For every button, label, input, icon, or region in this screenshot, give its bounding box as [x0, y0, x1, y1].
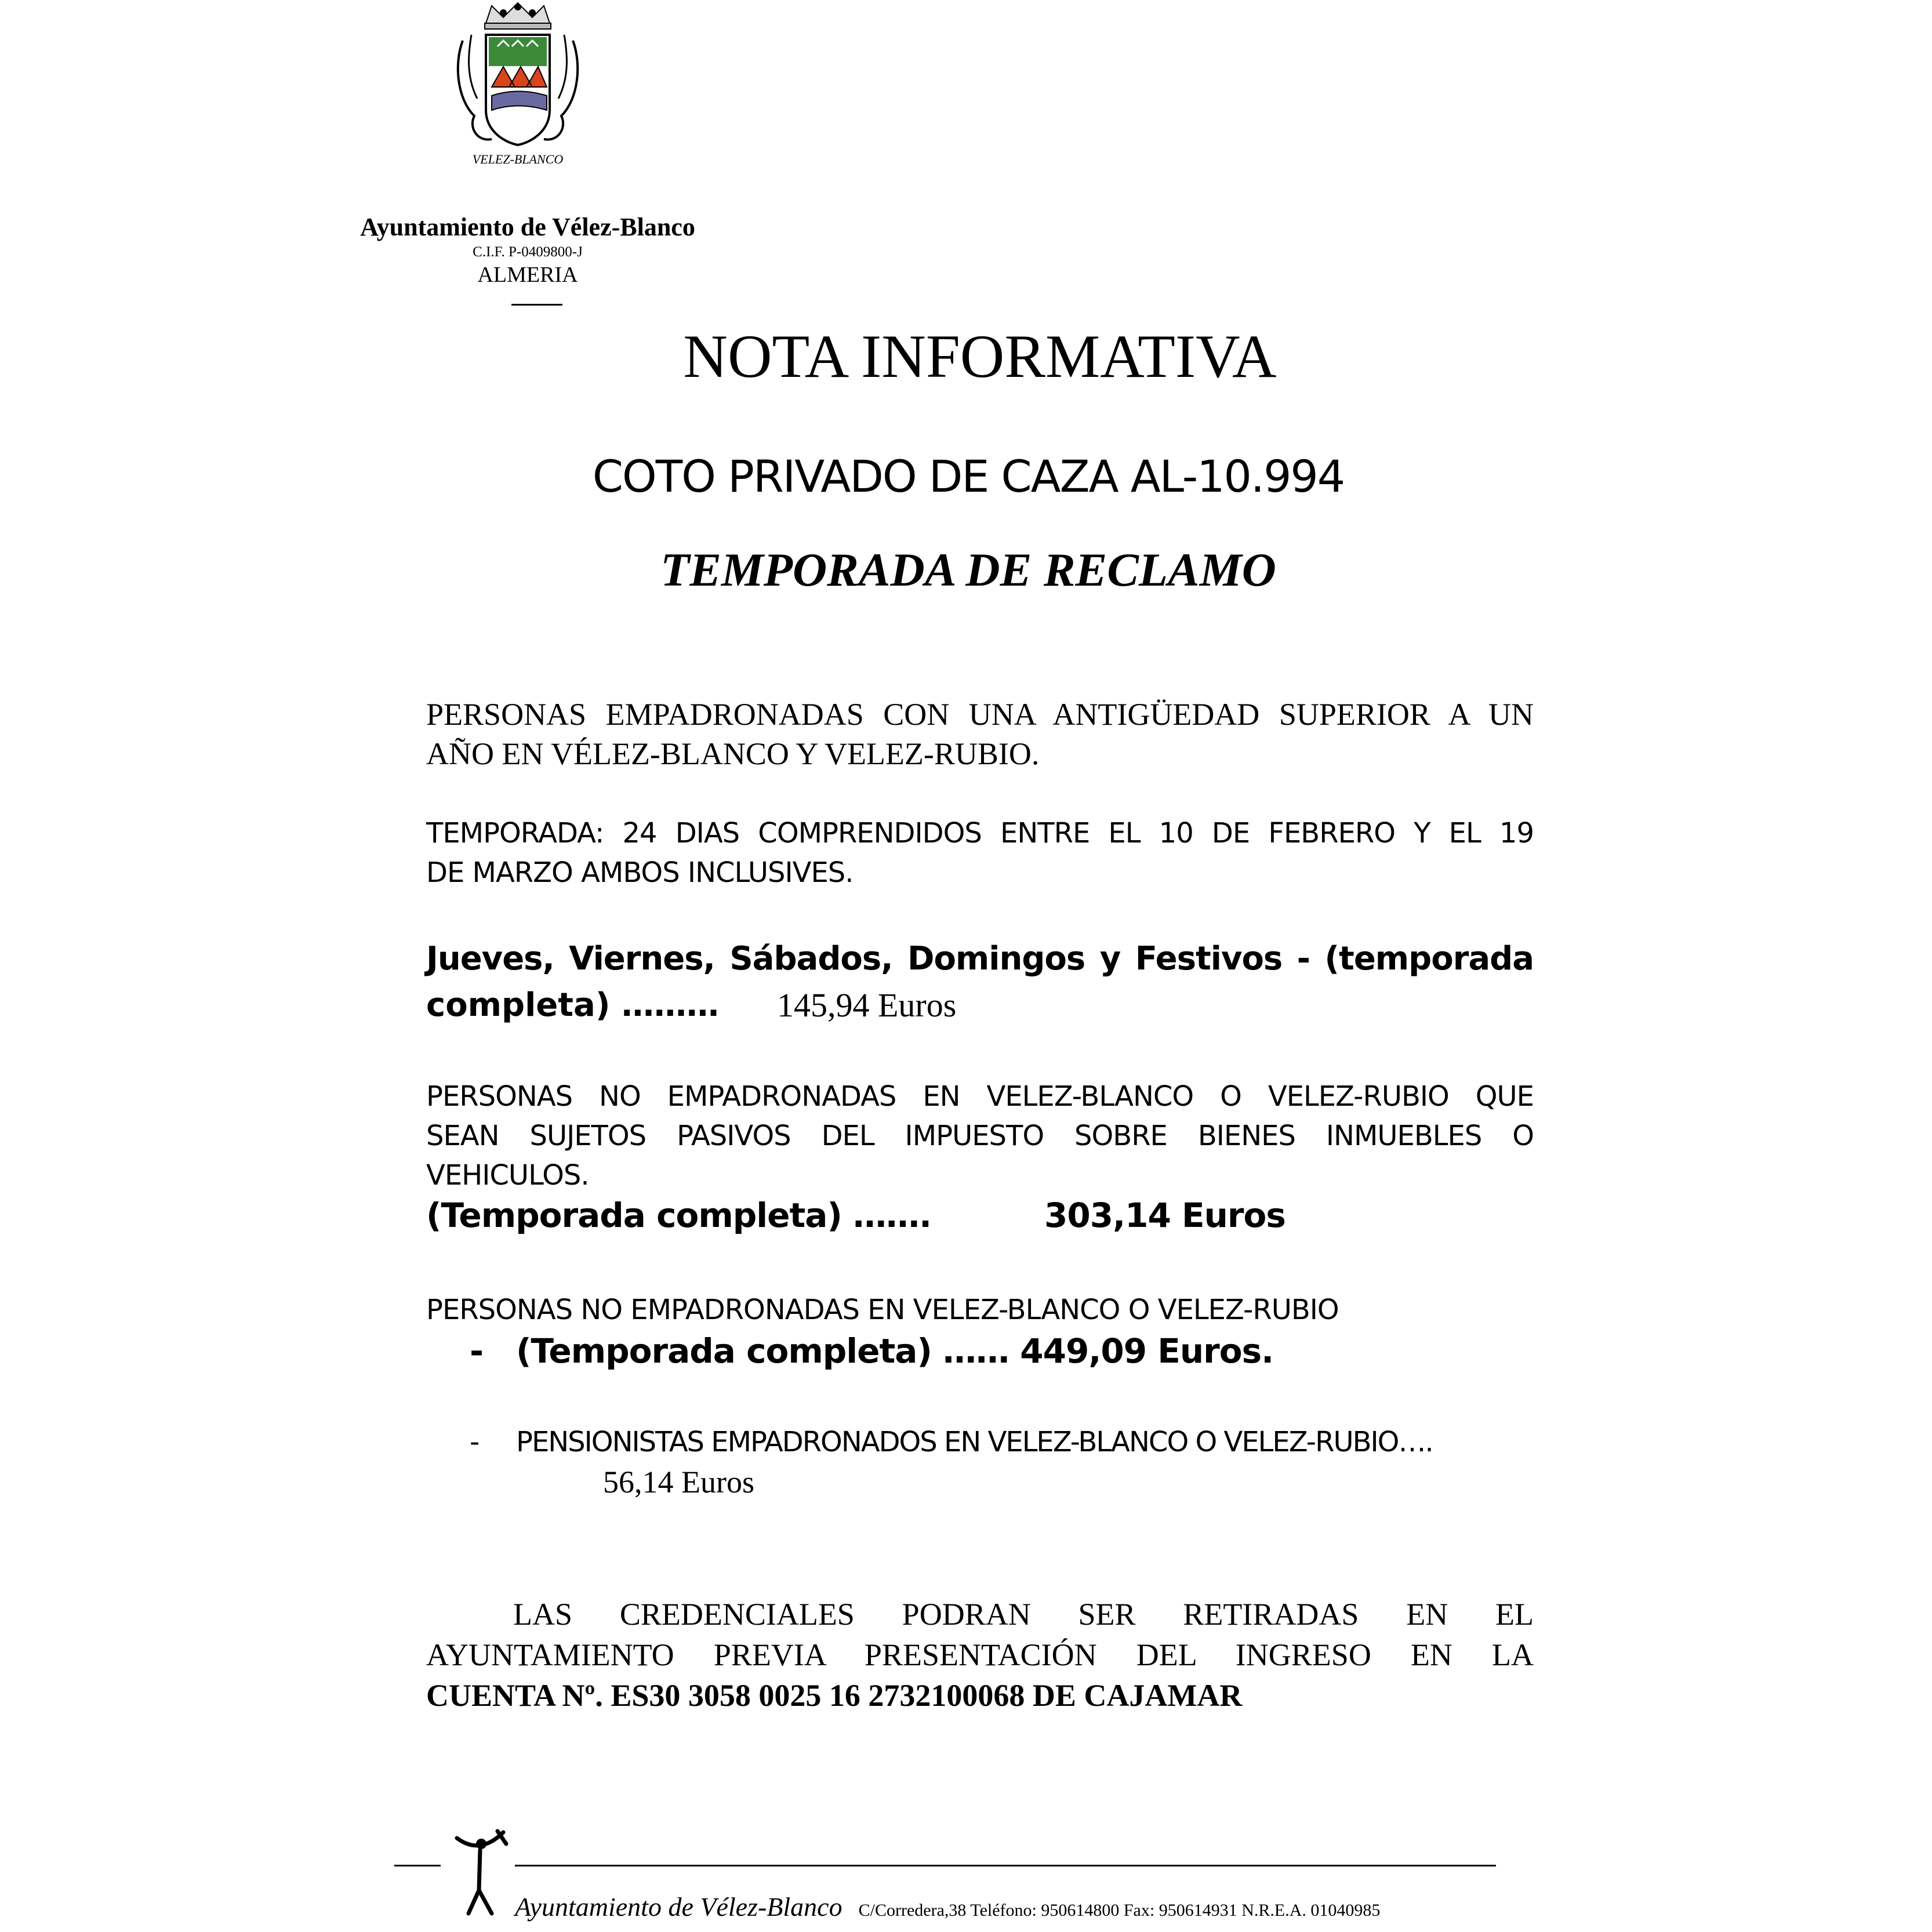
pensioners-price: 56,14 Euros	[603, 1465, 754, 1499]
tax-id: C.I.F. P-0409800-J	[473, 244, 583, 260]
residents-line-2: AÑO EN VÉLEZ-BLANCO Y VELEZ-RUBIO.	[426, 736, 1040, 771]
pensioners-item	[470, 1422, 1513, 1462]
header-divider	[511, 304, 562, 306]
nonres-price-text: (Temporada completa) …… 449,09 Euros.	[516, 1331, 1274, 1371]
pensioners-text: PENSIONISTAS EMPADRONADOS EN VELEZ-BLANCO O VELEZ-RUBIO….	[516, 1426, 1433, 1458]
footer-rule-left	[394, 1865, 441, 1866]
footer-contact: C/Corredera,38 Teléfono: 950614800 Fax: 950614931 N.R.E.A. 01040985	[858, 1901, 1381, 1920]
document-title: NOTA INFORMATIVA	[683, 322, 1277, 390]
residents-price: 145,94 Euros	[777, 986, 957, 1024]
eligible-days-label: completa) ………	[426, 986, 719, 1024]
footer-rule-right	[515, 1865, 1496, 1866]
nonres-taxpayers-line-1: PERSONAS NO EMPADRONADAS EN VELEZ-BLANCO O VELEZ-RUBIO QUE	[426, 1080, 1534, 1113]
season-dates-line-1: TEMPORADA: 24 DIAS COMPRENDIDOS ENTRE EL 10 DE FEBRERO Y EL 19	[426, 817, 1534, 849]
nonres-taxpayers-price: 303,14 Euros	[1044, 1196, 1285, 1235]
footer-indalo-figure	[445, 1826, 515, 1919]
eligible-days-line-2	[426, 986, 1534, 1025]
list-dash: -	[470, 1426, 479, 1458]
nonres-price-item	[470, 1331, 1513, 1371]
nonres-taxpayers-price-line	[426, 1196, 1534, 1235]
eligible-days-line-1: Jueves, Viernes, Sábados, Domingos y Festivos - (temporada	[426, 940, 1534, 978]
credentials-line-2: AYUNTAMIENTO PREVIA PRESENTACIÓN DEL INGRESO EN LA	[426, 1637, 1534, 1672]
municipal-crest	[451, 0, 584, 174]
nonres-heading: PERSONAS NO EMPADRONADAS EN VELEZ-BLANCO O VELEZ-RUBIO	[426, 1294, 1339, 1326]
residents-line-1: PERSONAS EMPADRONADAS CON UNA ANTIGÜEDAD SUPERIOR A UN	[426, 697, 1534, 732]
footer-address	[515, 1891, 1380, 1922]
province: ALMERIA	[477, 263, 578, 287]
organization-name: Ayuntamiento de Vélez-Blanco	[360, 213, 695, 241]
footer-organization: Ayuntamiento de Vélez-Blanco	[515, 1892, 842, 1922]
credentials-account: CUENTA Nº. ES30 3058 0025 16 2732100068 DE CAJAMAR	[426, 1678, 1243, 1713]
nonres-taxpayers-label: (Temporada completa) …….	[426, 1196, 932, 1235]
credentials-line-1: LAS CREDENCIALES PODRAN SER RETIRADAS EN EL	[513, 1597, 1534, 1632]
list-dash: -	[470, 1331, 484, 1371]
document-subtitle: COTO PRIVADO DE CAZA AL-10.994	[592, 451, 1345, 502]
nonres-taxpayers-line-2: SEAN SUJETOS PASIVOS DEL IMPUESTO SOBRE BIENES INMUEBLES O	[426, 1120, 1534, 1152]
nonres-taxpayers-line-3: VEHICULOS.	[426, 1159, 589, 1192]
crest-caption: VELEZ-BLANCO	[472, 152, 564, 166]
season-dates-line-2: DE MARZO AMBOS INCLUSIVES.	[426, 856, 854, 889]
season-heading: TEMPORADA DE RECLAMO	[660, 543, 1276, 596]
